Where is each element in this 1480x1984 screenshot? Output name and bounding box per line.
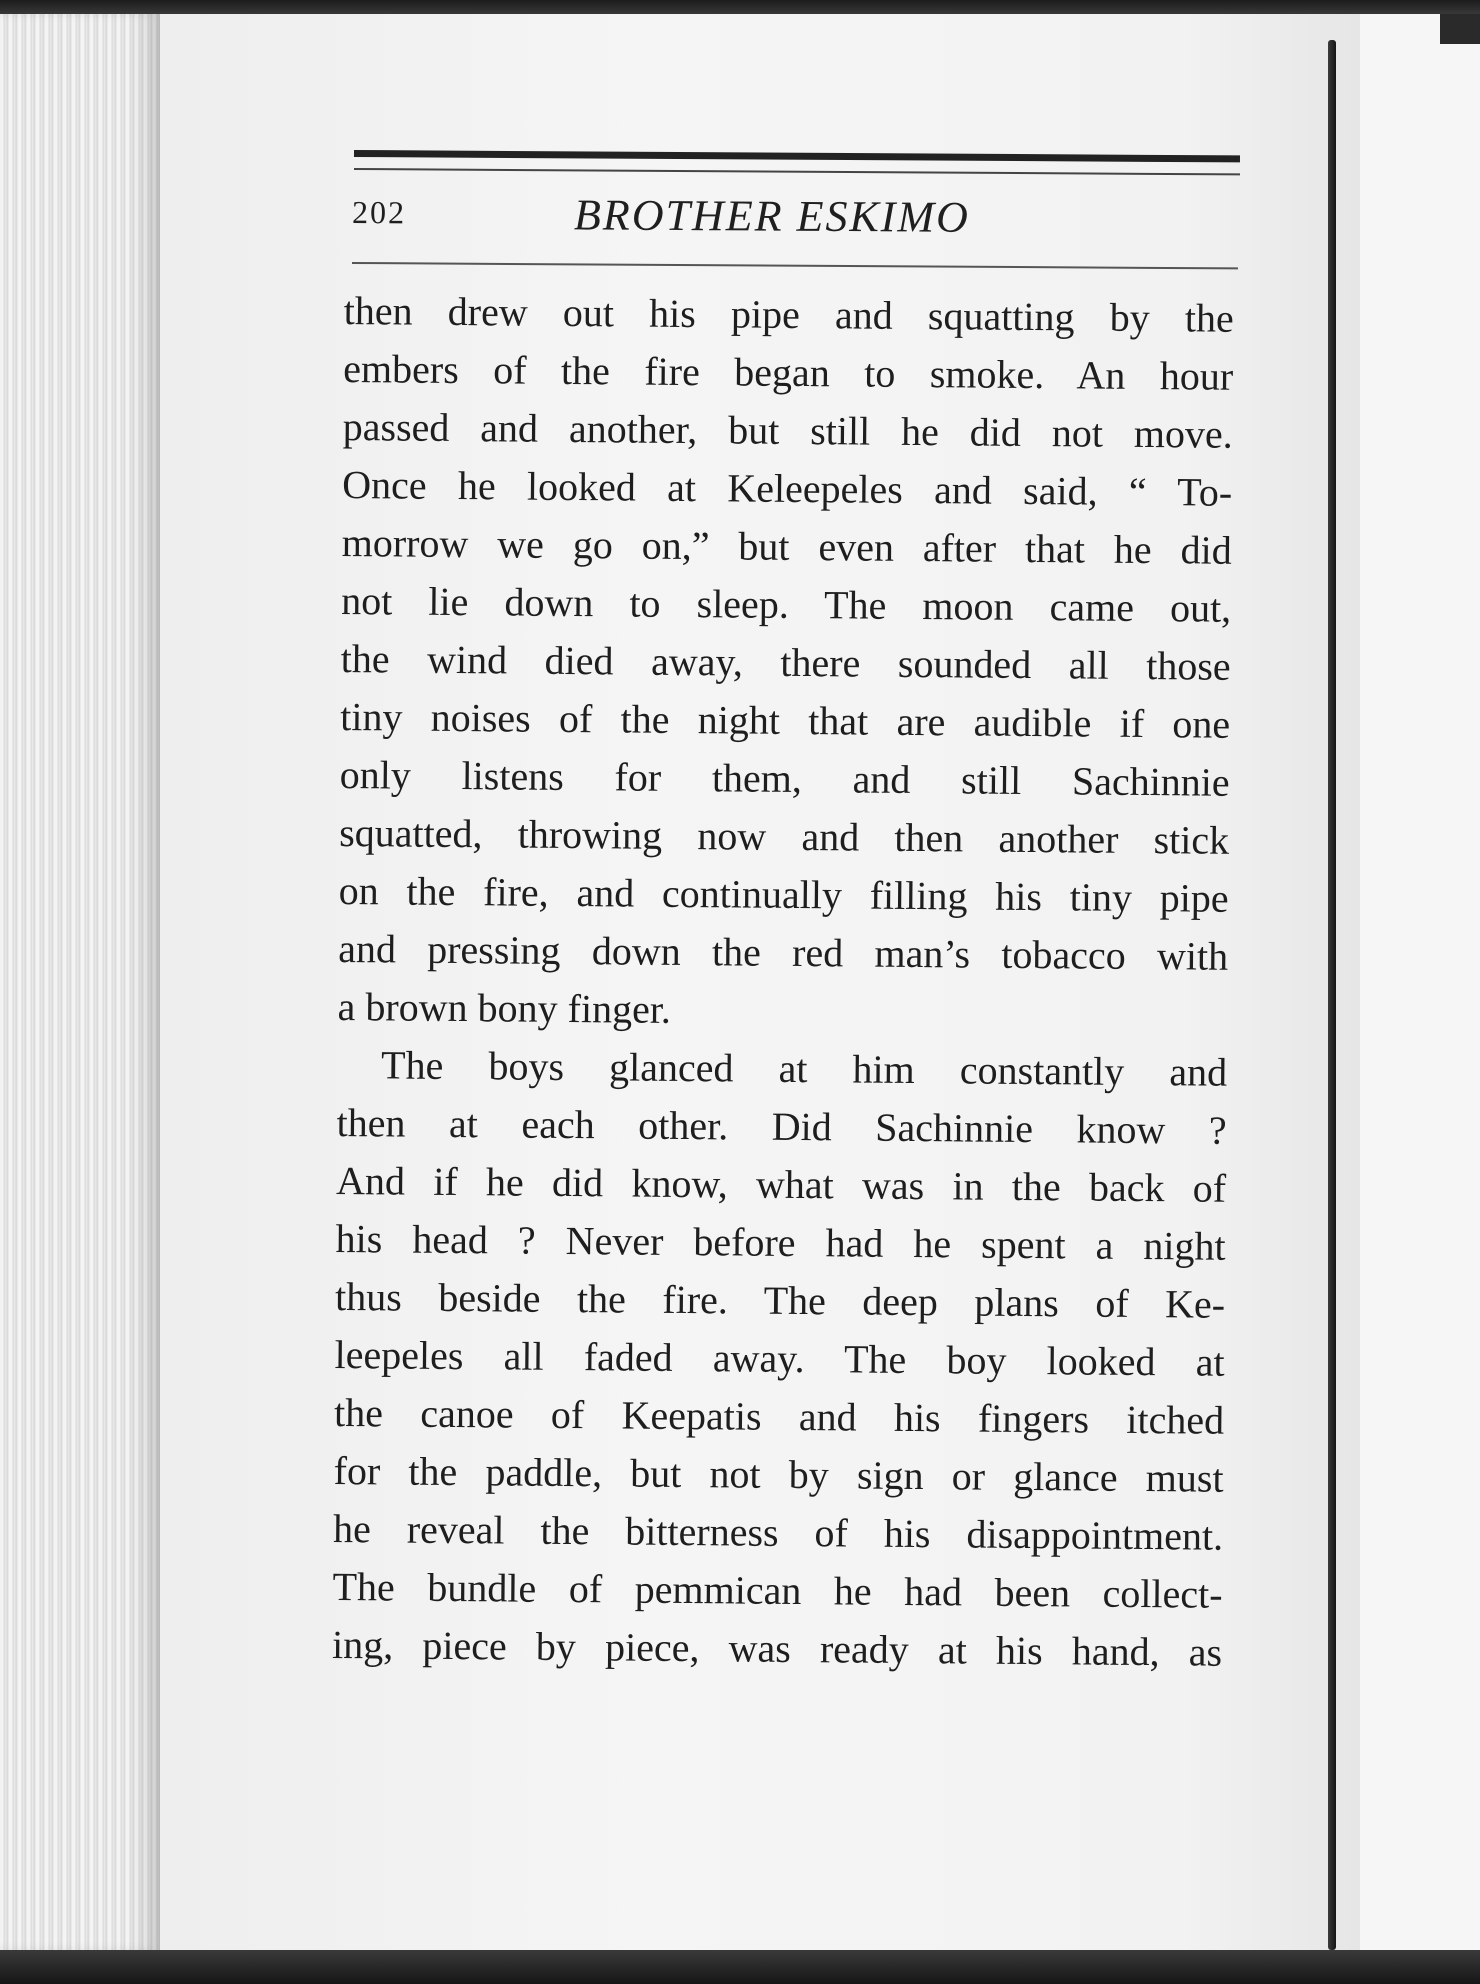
text-line: The bundle of pemmican he had been collect-: [332, 1563, 1223, 1617]
text-line: Once he looked at Keleepeles and said, “ To-: [342, 461, 1233, 515]
page-right-edge: [1328, 40, 1336, 1950]
running-header: [352, 188, 1238, 253]
text-line: his head ? Never before had he spent a night: [335, 1215, 1226, 1269]
paragraph: [332, 1036, 1228, 1682]
text-line: he reveal the bitterness of his disappointment.: [332, 1505, 1224, 1559]
gutter-shadow: [128, 14, 162, 1950]
text-line: on the fire, and continually filling his tiny pipe: [338, 867, 1229, 921]
scan-corner: [1440, 14, 1480, 44]
text-line: passed and another, but still he did not move.: [342, 403, 1233, 457]
text-line: morrow we go on,” but even after that he did: [341, 519, 1232, 573]
text-line: leepeles all faded away. The boy looked at: [334, 1331, 1225, 1385]
text-line: the wind died away, there sounded all those: [340, 635, 1231, 689]
text-line: thus beside the fire. The deep plans of Ke-: [334, 1273, 1226, 1327]
body-text: [332, 282, 1234, 1682]
text-line: not lie down to sleep. The moon came out,: [341, 577, 1232, 631]
text-line: for the paddle, but not by sign or glance must: [333, 1447, 1224, 1501]
text-line: then at each other. Did Sachinnie know ?: [336, 1099, 1227, 1153]
text-line: tiny noises of the night that are audible if one: [340, 693, 1231, 747]
page-number: 202: [351, 194, 407, 231]
running-head-title: BROTHER ESKIMO: [573, 190, 971, 242]
text-line: a brown bony finger.: [337, 983, 672, 1032]
text-line: squatted, throwing now and then another stick: [338, 809, 1230, 863]
text-line: then drew out his pipe and squatting by the: [343, 287, 1234, 341]
text-line: The boys glanced at him constantly and: [380, 1042, 1228, 1095]
paragraph: [337, 282, 1234, 1044]
text-line: the canoe of Keepatis and his fingers itched: [333, 1389, 1225, 1443]
text-line: and pressing down the red man’s tobacco with: [337, 925, 1229, 979]
text-line: And if he did know, what was in the back of: [335, 1157, 1227, 1211]
scan-bottom-edge: [0, 1950, 1480, 1984]
text-line: only listens for them, and still Sachinnie: [339, 751, 1230, 805]
text-line: ing, piece by piece, was ready at his hand, as: [331, 1621, 1223, 1675]
text-line: embers of the fire began to smoke. An hour: [343, 345, 1234, 399]
